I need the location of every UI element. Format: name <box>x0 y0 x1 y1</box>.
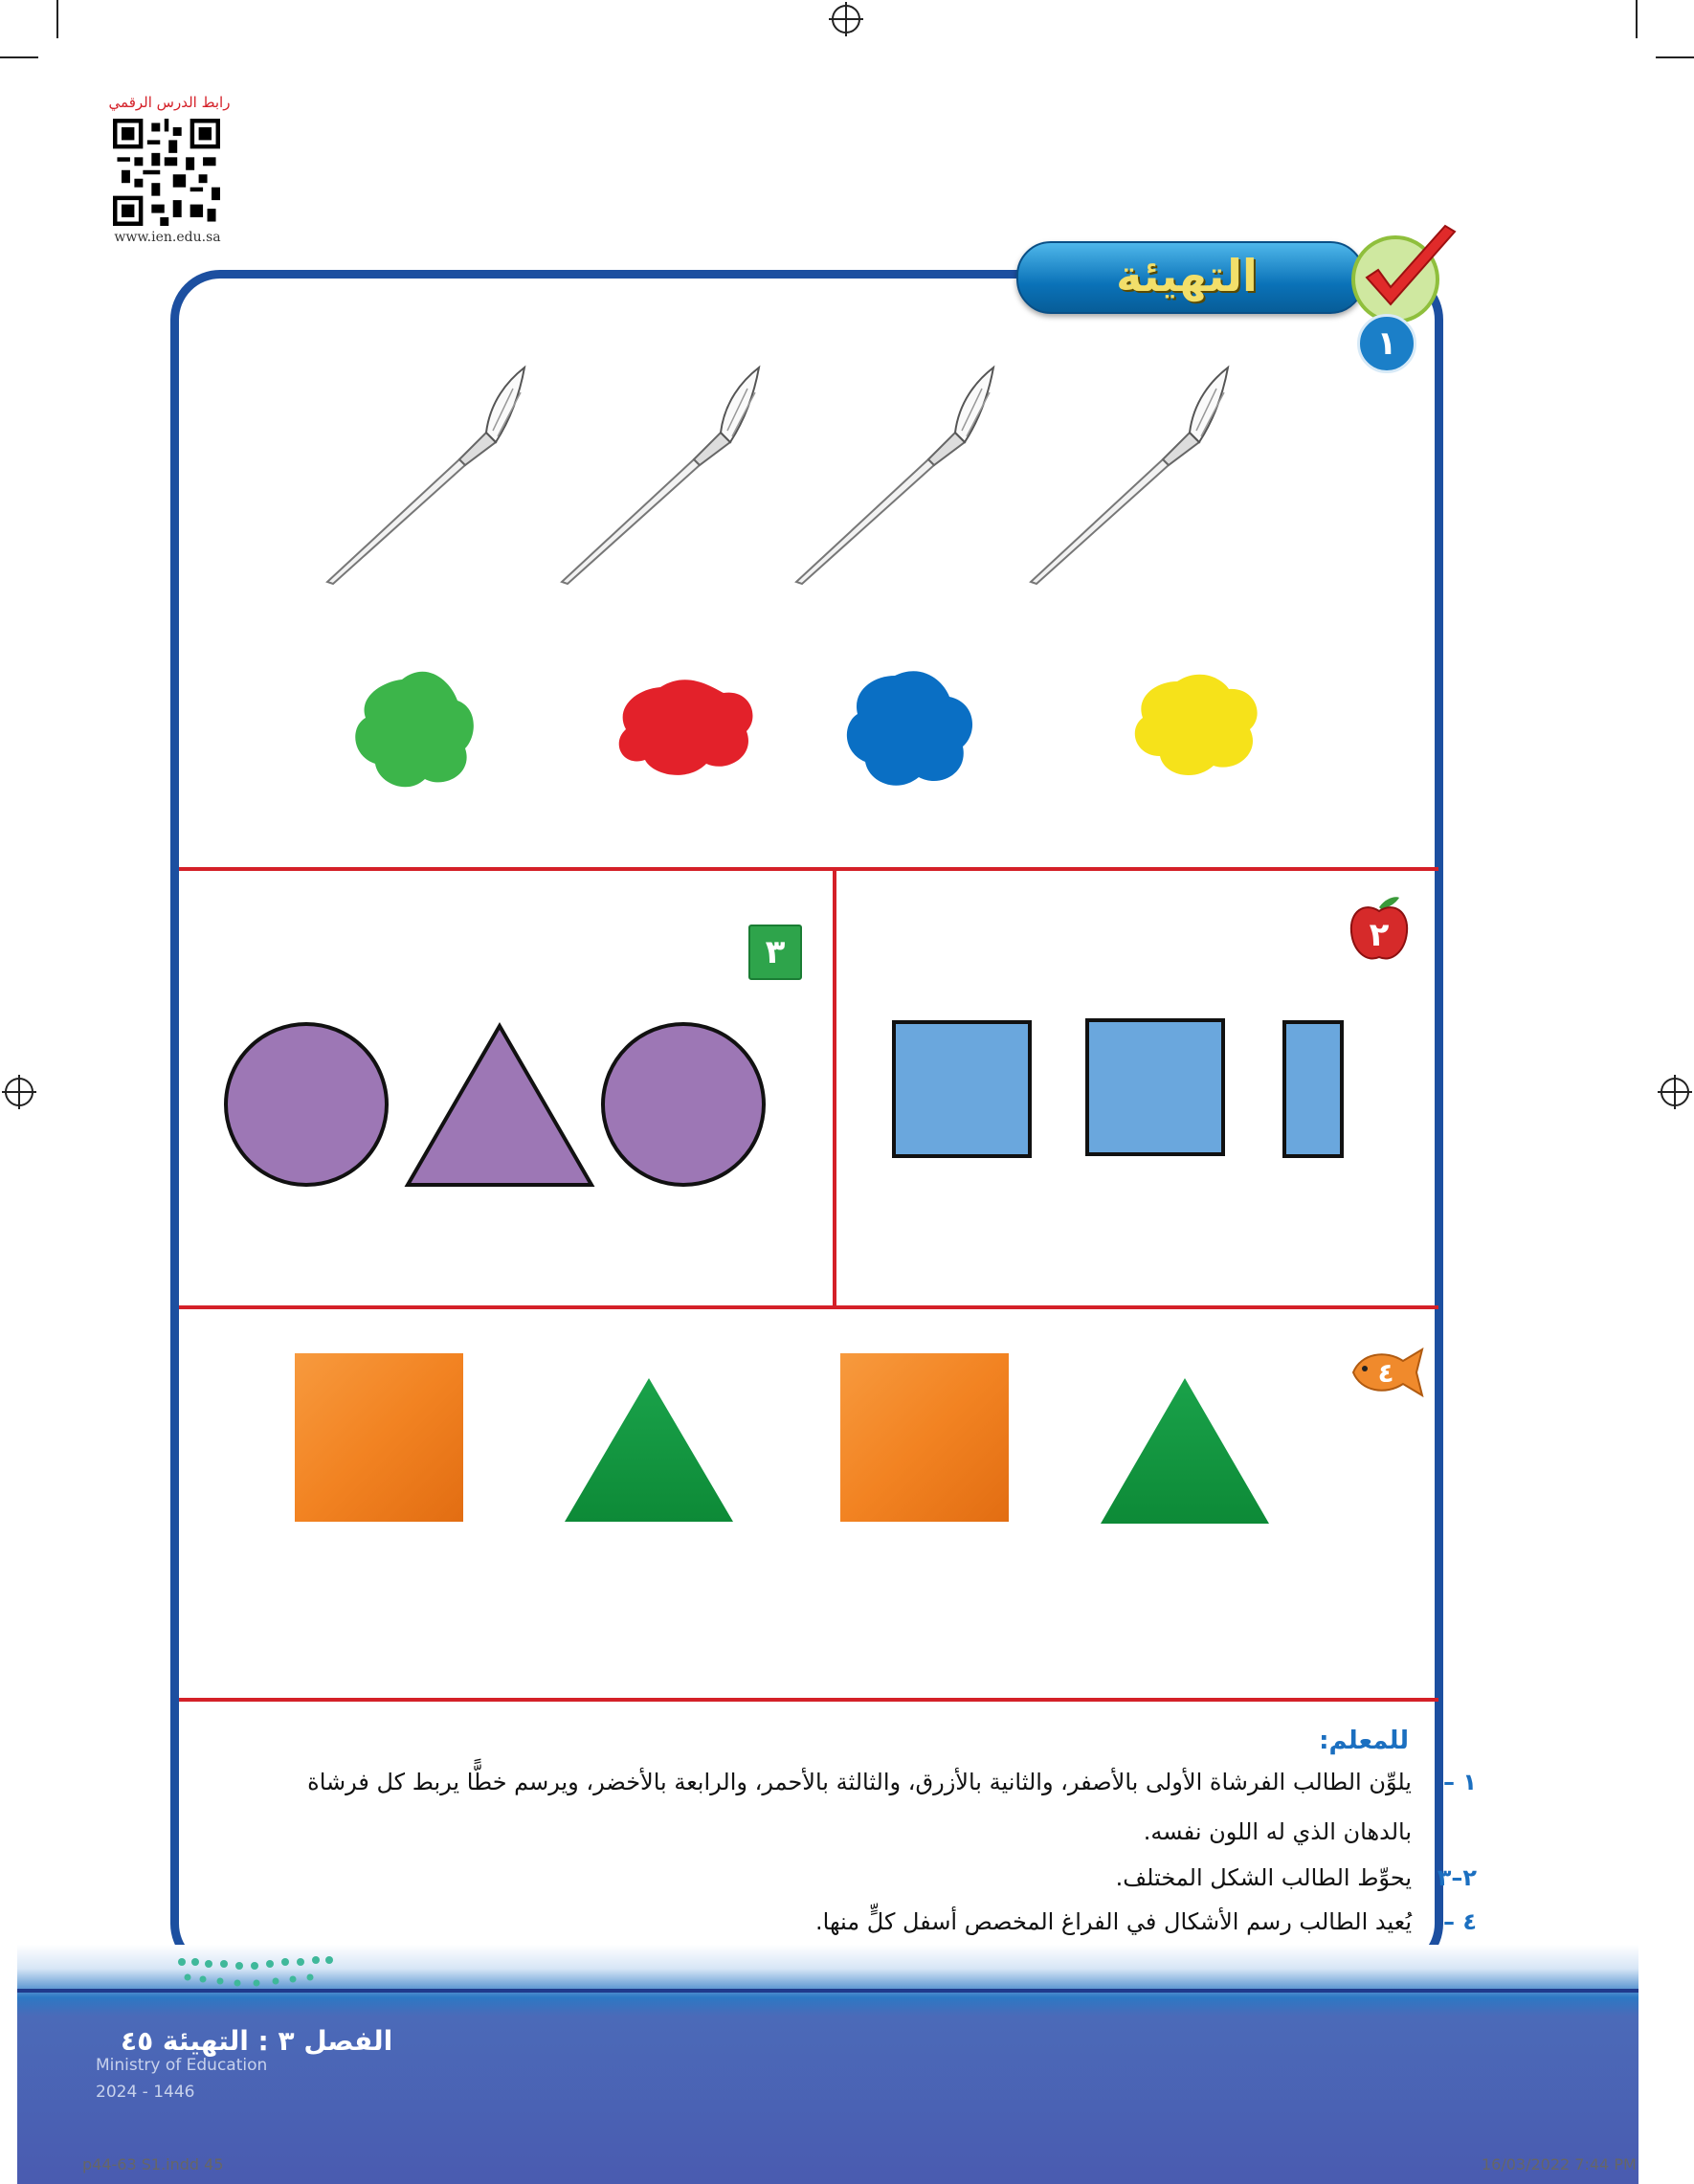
paint-blob-yellow <box>1135 675 1258 775</box>
apple-icon <box>1348 894 1411 963</box>
ministry-name: Ministry of Education <box>96 2056 268 2075</box>
qr-url[interactable]: www.ien.edu.sa <box>114 230 221 245</box>
square-shape <box>840 1353 1009 1522</box>
exercise-2-shapes <box>890 1016 1349 1160</box>
qr-code-icon[interactable] <box>113 119 220 226</box>
divider-vertical <box>833 871 836 1305</box>
ministry-logo-icon <box>172 1952 345 2010</box>
circle-shape <box>603 1024 764 1185</box>
exercise-2-number: ٢ <box>1369 916 1390 954</box>
paintbrush-icon <box>796 368 993 584</box>
exercise-3-badge: ٣ <box>748 925 802 980</box>
note-text: يحوِّط الطالب الشكل المختلف. <box>1115 1864 1412 1891</box>
checkmark-icon <box>1348 220 1462 325</box>
square-shape <box>894 1022 1030 1156</box>
note-text: يُعيد الطالب رسم الأشكال في الفراغ المخصص أسفل كلٍّ منها. <box>815 1908 1412 1935</box>
divider-2 <box>179 1305 1438 1309</box>
paint-blob-blue <box>847 671 972 785</box>
circle-shape <box>226 1024 387 1185</box>
paint-blob-red <box>619 680 753 775</box>
paintbrush-icon <box>327 368 524 584</box>
exercise-4-number: ٤ <box>1377 1357 1394 1389</box>
footer-chapter-title: الفصل ٣ : التهيئة ٤٥ <box>121 2025 393 2057</box>
square-shape <box>295 1353 463 1522</box>
paintbrush-row <box>325 354 1359 593</box>
note-text: بالدهان الذي له اللون نفسه. <box>1143 1818 1412 1845</box>
teacher-note-2 <box>1115 1864 1477 1891</box>
divider-3 <box>179 1698 1438 1702</box>
divider-1 <box>179 867 1438 871</box>
note-number: ٢–٣ <box>1437 1864 1477 1891</box>
triangle-shape <box>408 1026 591 1185</box>
paintbrush-icon <box>1031 368 1228 584</box>
paint-blob-green <box>355 672 474 788</box>
teacher-note-1-cont <box>1144 1818 1412 1845</box>
ministry-year: 2024 - 1446 <box>96 2083 195 2102</box>
qr-label: رابط الدرس الرقمي <box>108 94 231 111</box>
note-number: ١ – <box>1442 1769 1477 1795</box>
exercise-4-shapes <box>287 1349 1282 1527</box>
triangle-shape <box>565 1378 733 1522</box>
triangle-shape <box>1101 1378 1269 1524</box>
teacher-note-3 <box>815 1908 1477 1935</box>
fish-icon <box>1348 1346 1434 1399</box>
note-number: ٤ – <box>1442 1908 1477 1935</box>
note-text: يلوِّن الطالب الفرشاة الأولى بالأصفر، والثانية بالأزرق، والثالثة بالأحمر، والرابعة بالأخضر، ويرسم خطًّا يربط كل فرشاة <box>307 1769 1412 1795</box>
teacher-note-1 <box>307 1769 1477 1795</box>
square-shape <box>1087 1020 1223 1154</box>
page-title: التهيئة <box>1116 250 1258 301</box>
exercise-3-shapes <box>222 1018 777 1191</box>
exercise-1-badge: ١ <box>1357 314 1416 373</box>
print-slug-date: 16/03/2022 7:44 PM <box>1482 2155 1637 2173</box>
teacher-notes-title: للمعلم: <box>1319 1727 1409 1755</box>
print-slug-file: p44-63 S1.indd 45 <box>82 2155 224 2173</box>
paint-blobs-row <box>345 660 1302 804</box>
rectangle-shape <box>1284 1022 1342 1156</box>
paintbrush-icon <box>562 368 759 584</box>
